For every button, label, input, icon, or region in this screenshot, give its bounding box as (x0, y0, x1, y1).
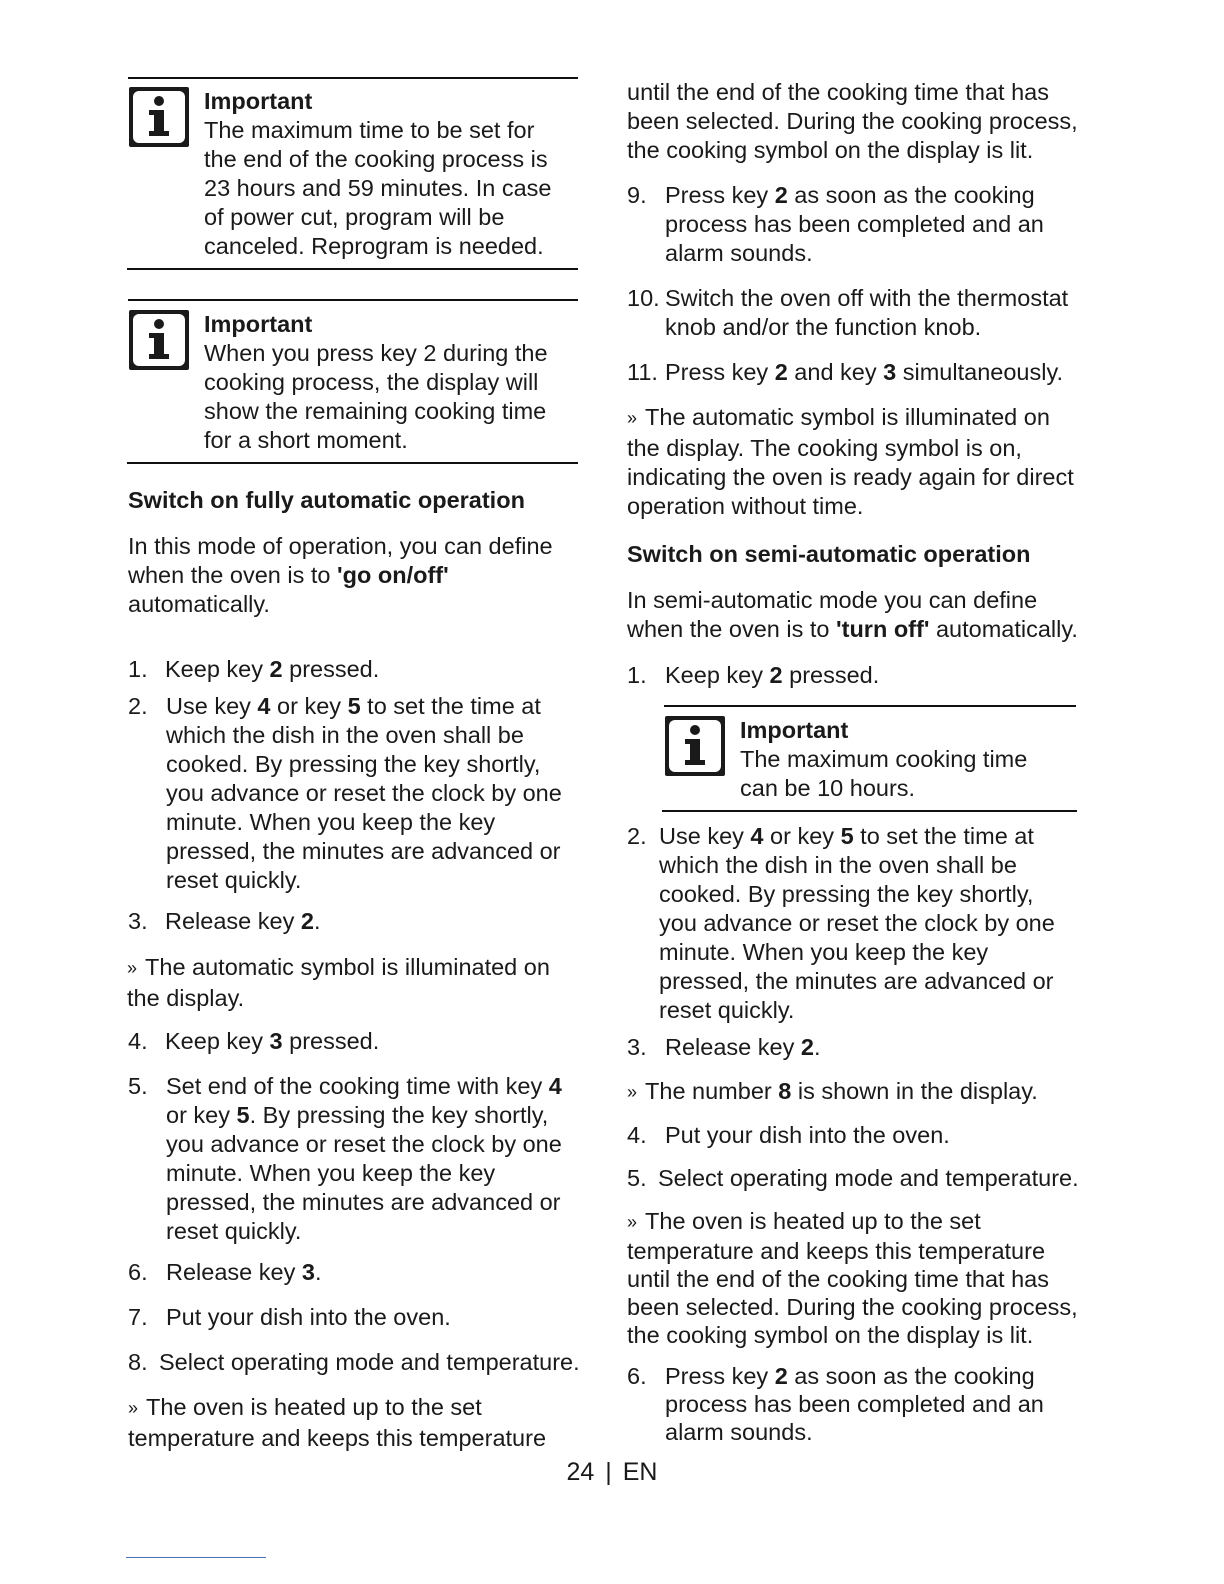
important-line: show the remaining cooking time (204, 398, 547, 424)
step-item: 4. Keep key 3 pressed. (128, 1028, 380, 1054)
step-item: 6. Release key 3. (128, 1259, 322, 1285)
important-note-max-time (204, 87, 584, 261)
important-title: Important (204, 311, 313, 337)
intro-paragraph: In semi-automatic mode you can define when the oven is to 'turn off' automatically. (627, 587, 1078, 642)
section-heading-fully-automatic: Switch on fully automatic operation (128, 487, 525, 513)
step-item: 2. Use key 4 or key 5 to set the time at which the dish in the oven shall be cooked. By pressing the key shortly, you advance or reset the clock by one minute. When you keep the key pressed, the minutes are advanced or reset quickly. (627, 823, 1055, 1023)
step-item: 1. Keep key 2 pressed. (627, 662, 880, 688)
step-item: 10. Switch the oven off with the thermostat knob and/or the function knob. (627, 285, 1069, 340)
step-item: 6. Press key 2 as soon as the cooking process has been completed and an alarm sounds. (627, 1363, 1044, 1445)
result-arrow-icon: » (627, 408, 638, 428)
step-item: 9. Press key 2 as soon as the cooking process has been completed and an alarm sounds. (627, 182, 1044, 266)
result-arrow-icon: » (127, 958, 138, 978)
important-title: Important (204, 88, 313, 114)
divider (127, 268, 578, 270)
step-item: 11. Press key 2 and key 3 simultaneously. (627, 359, 1063, 385)
result-arrow-icon: » (627, 1212, 638, 1232)
language-code: EN (622, 1458, 658, 1486)
step-item: 5. Set end of the cooking time with key 4 or key 5. By pressing the key shortly, you advance or reset the clock by one minute. When you keep the key pressed, the minutes are advanced or reset quickly. (128, 1073, 562, 1244)
intro-paragraph (128, 532, 588, 619)
info-icon (129, 310, 189, 370)
step-item: 4. Put your dish into the oven. (627, 1122, 950, 1148)
divider (662, 810, 1077, 812)
step-item: 3. Release key 2. (627, 1034, 821, 1060)
divider (127, 462, 578, 464)
section-heading-semi-automatic: Switch on semi-automatic operation (627, 541, 1031, 567)
bottom-link-line (126, 1557, 266, 1558)
important-line: The maximum time to be set for (204, 117, 535, 143)
result-paragraph: » The automatic symbol is illuminated on the display. (127, 954, 550, 1011)
step-item: 8. Select operating mode and temperature. (128, 1349, 580, 1375)
intro-line: when the oven is to 'go on/off' (128, 562, 449, 588)
footer-separator: | (605, 1458, 612, 1486)
important-line: the end of the cooking process is (204, 146, 548, 172)
result-paragraph: » The automatic symbol is illuminated on the display. The cooking symbol is on, indicating the oven is ready again for direct operation without time. (627, 404, 1074, 519)
important-line: cooking process, the display will (204, 369, 539, 395)
important-line: When you press key 2 during the (204, 340, 548, 366)
page-number: 24 (566, 1458, 595, 1486)
result-paragraph: » The number 8 is shown in the display. (627, 1078, 1038, 1104)
page-footer (0, 1458, 1224, 1487)
intro-line: In this mode of operation, you can define (128, 533, 553, 559)
step-item: 3. Release key 2. (128, 908, 321, 934)
step-item: 5. Select operating mode and temperature. (627, 1165, 1079, 1191)
continued-paragraph: until the end of the cooking time that has been selected. During the cooking process, the cooking symbol on the display is lit. (627, 79, 1078, 163)
step-item: 1. Keep key 2 pressed. (128, 656, 380, 682)
divider (128, 299, 578, 301)
important-title: Important (740, 717, 849, 743)
step-item: 2. Use key 4 or key 5 to set the time at which the dish in the oven shall be cooked. By pressing the key shortly, you advance or reset the clock by one minute. When you keep the key pressed, the minutes are advanced or reset quickly. (128, 693, 562, 893)
divider (664, 705, 1076, 707)
info-icon (665, 716, 725, 776)
divider (128, 77, 578, 79)
important-line: canceled. Reprogram is needed. (204, 233, 544, 259)
result-arrow-icon: » (627, 1082, 638, 1102)
step-item: 7. Put your dish into the oven. (128, 1304, 451, 1330)
result-paragraph: » The oven is heated up to the set temperature and keeps this temperature (128, 1394, 547, 1451)
important-line: for a short moment. (204, 427, 408, 453)
important-line: of power cut, program will be (204, 204, 505, 230)
important-line: 23 hours and 59 minutes. In case (204, 175, 552, 201)
important-note-max-cooking-time: Important The maximum cooking time can be 10 hours. (740, 716, 1080, 803)
intro-line: automatically. (128, 591, 270, 617)
important-note-key-2 (204, 310, 584, 455)
result-paragraph: » The oven is heated up to the set temperature and keeps this temperature until the end of the cooking time that has been selected. During the cooking process, the cooking symbol on the display is lit. (627, 1208, 1078, 1348)
result-arrow-icon: » (128, 1398, 139, 1418)
info-icon (129, 87, 189, 147)
